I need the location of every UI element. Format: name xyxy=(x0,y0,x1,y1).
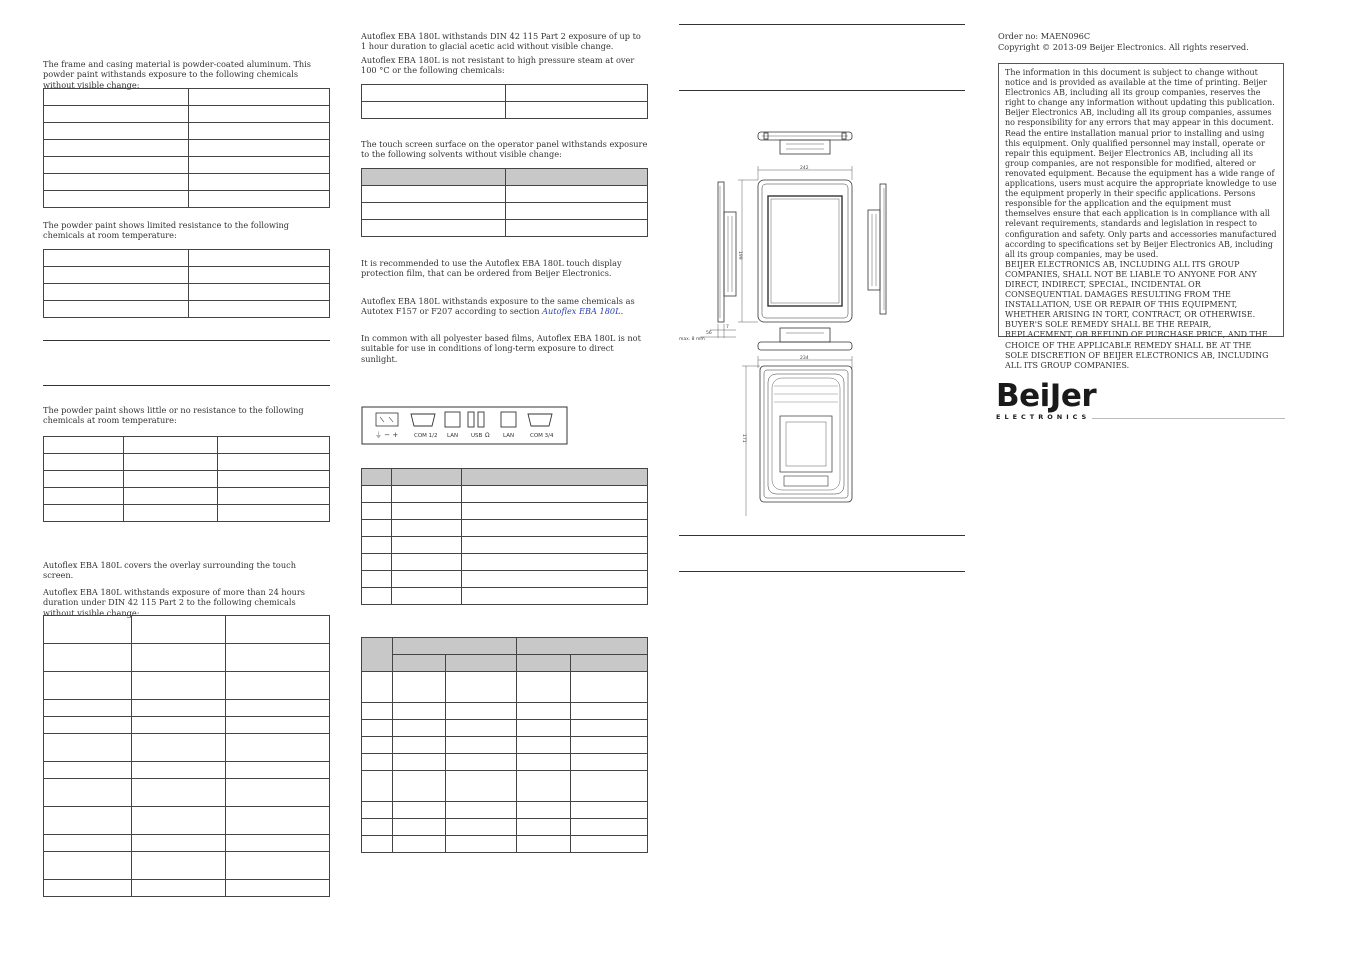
logo-subtitle: ELECTRONICS xyxy=(996,413,1091,421)
polyester-paragraph: In common with all polyester based films, Autoflex EBA 180L is not suitable for use in conditions of long-term exposure to direct sunlight. xyxy=(361,333,641,364)
solvents-table xyxy=(361,168,648,237)
connector-panel-diagram xyxy=(361,406,569,446)
section-divider xyxy=(679,24,965,25)
dim-depth-a: 7 xyxy=(726,325,729,330)
protection-film-paragraph: It is recommended to use the Autoflex EBA 180L touch display protection film, that can be ordered from Beijer Electronics. xyxy=(361,258,622,279)
rear-view-outline xyxy=(760,366,852,502)
little-resistance-table xyxy=(43,436,330,522)
not-resistant-table xyxy=(361,84,648,119)
dim-bottom-height: 171 xyxy=(741,434,746,443)
bottom-view-outline xyxy=(758,328,852,350)
din-withstands-paragraph: Autoflex EBA 180L withstands exposure of more than 24 hours duration under DIN 42 115 Part 2 to the following chemicals without visible change: xyxy=(43,587,306,618)
disclaimer-text: The information in this document is subject to change without notice and is provided as available at the time of printing. Beijer Electronics AB, including all its group companies, reserves the right to change any information without updating this publication. Beijer Electronics AB, including all its group companies, assumes no responsibility for any errors that may appear in this document. Read the entire installation manual prior to installing and using this equipment. Only qualified personnel may install, operate or repair this equipment. Beijer Electronics AB, including all its group companies, are not responsible for modified, altered or renovated equipment. Because the equipment has a wide range of applications, users must acquire the appropriate knowledge to use the equipment properly in their specific applications. Persons responsible for the application and the equipment must themselves ensure that each application is in compliance with all relevant requirements, standards and legislation in respect to configuration and safety. Only parts and accessories manufactured according to specifications set by Beijer Electronics AB, including all its group companies, may be used. xyxy=(1005,68,1277,259)
dimension-drawing xyxy=(676,124,896,520)
section-divider xyxy=(43,340,330,341)
legal-disclaimer-box xyxy=(998,63,1284,370)
section-divider xyxy=(679,535,965,536)
section-divider xyxy=(679,571,965,572)
logo-wordmark: BeiJer xyxy=(996,378,1097,414)
little-resistance-paragraph: The powder paint shows little or no resistance to the following chemicals at room temperature: xyxy=(43,405,304,426)
svg-text:⏚ − +: ⏚ − + xyxy=(375,431,399,439)
section-divider xyxy=(679,90,965,91)
overlay-chemicals-table xyxy=(43,615,330,897)
dim-bottom-width: 234 xyxy=(800,356,809,361)
limited-resistance-table xyxy=(43,249,330,318)
com34-label: COM 3/4 xyxy=(530,433,554,439)
acetic-acid-paragraph: Autoflex EBA 180L withstands DIN 42 115 Part 2 exposure of up to 1 hour duration to glacial acetic acid without visible change. xyxy=(361,31,641,52)
copyright-notice: Copyright © 2013-09 Beijer Electronics. All rights reserved. xyxy=(998,42,1249,52)
logo-rule xyxy=(1092,418,1285,419)
limited-resistance-paragraph: The powder paint shows limited resistance to the following chemicals at room temperature: xyxy=(43,220,290,241)
section-divider xyxy=(43,385,330,386)
frame-material-paragraph: The frame and casing material is powder-coated aluminum. This powder paint withstands exposure to the following chemicals without visible change: xyxy=(43,59,312,90)
com12-label: COM 1/2 xyxy=(414,433,438,439)
dim-max-note: max. 8 mm xyxy=(679,337,705,342)
lan-label-b: LAN xyxy=(503,433,515,439)
dim-width-top: 242 xyxy=(800,166,809,171)
serial-port-table xyxy=(361,637,648,853)
usb-label: USB xyxy=(471,433,483,439)
top-view-outline xyxy=(758,132,852,154)
front-view-outline xyxy=(758,180,852,322)
overlay-paragraph: Autoflex EBA 180L covers the overlay surrounding the touch screen. xyxy=(43,560,296,581)
beijer-electronics-logo xyxy=(996,380,1096,421)
order-number: Order no: MAEN096C xyxy=(998,31,1091,41)
dim-depth-b: 56 xyxy=(706,331,712,336)
svg-text:Ω: Ω xyxy=(485,432,490,439)
pin-assignment-table xyxy=(361,468,648,605)
autoflex-section-link[interactable]: Autoflex EBA 180L xyxy=(542,306,621,317)
lan-label-a: LAN xyxy=(447,433,459,439)
steam-paragraph: Autoflex EBA 180L is not resistant to high pressure steam at over 100 °C or the following chemicals: xyxy=(361,55,635,76)
same-chemicals-text: Autoflex EBA 180L withstands exposure to the same chemicals as Autotex F157 or F207 according to section xyxy=(361,296,635,317)
left-side-view-outline xyxy=(718,182,736,322)
same-chemicals-paragraph xyxy=(361,296,648,317)
order-info xyxy=(998,31,1249,53)
same-chemicals-end: . xyxy=(620,306,624,317)
disclaimer-caps-text: BEIJER ELECTRONICS AB, INCLUDING ALL ITS GROUP COMPANIES, SHALL NOT BE LIABLE TO ANYONE FOR ANY DIRECT, INDIRECT, SPECIAL, INCIDENTAL OR CONSEQUENTIAL DAMAGES RESULTING FROM THE INSTALLATION, USE OR REPAIR OF THIS EQUIPMENT, WHETHER ARISING IN TORT, CONTRACT, OR OTHERWISE. BUYER'S SOLE REMEDY SHALL BE THE REPAIR, REPLACEMENT, OR REFUND OF PURCHASE PRICE, AND THE CHOICE OF THE APPLICABLE REMEDY SHALL BE AT THE SOLE DISCRETION OF BEIJER ELECTRONICS AB, INCLUDING ALL ITS GROUP COMPANIES. xyxy=(1005,259,1269,370)
right-side-view-outline xyxy=(868,184,886,314)
dim-height-side: 199 xyxy=(737,251,742,260)
touch-screen-paragraph: The touch screen surface on the operator panel withstands exposure to the following solvents without visible change: xyxy=(361,139,648,160)
resistant-chemicals-table xyxy=(43,88,330,208)
